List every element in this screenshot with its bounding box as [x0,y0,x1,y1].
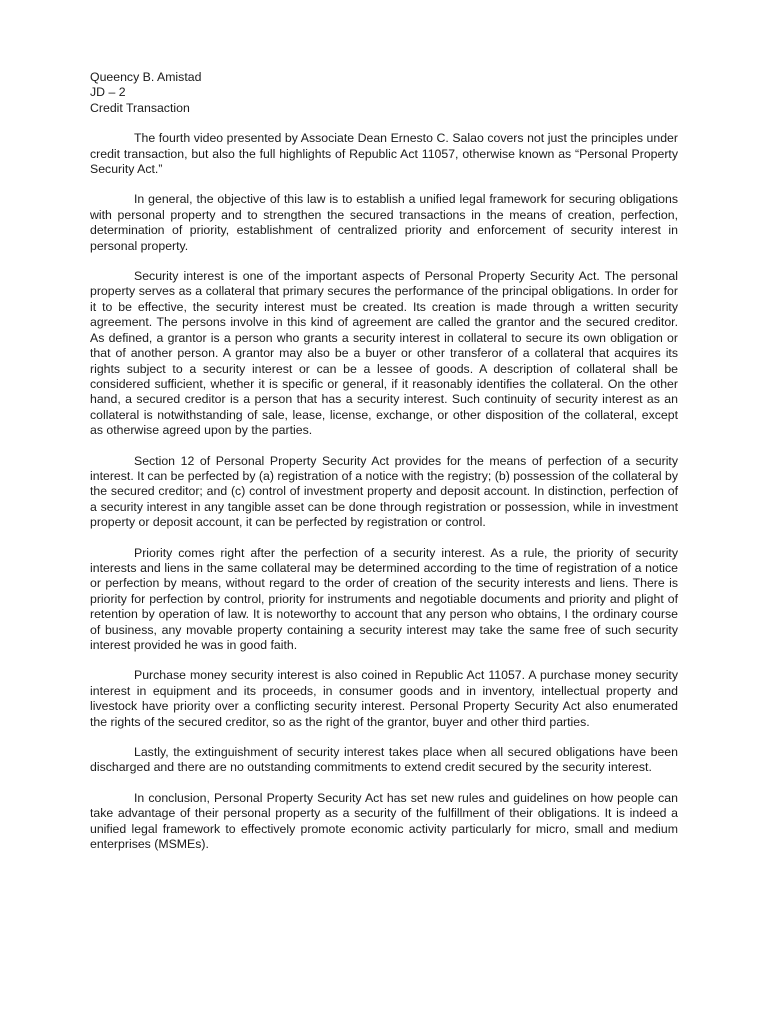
year-level: JD – 2 [90,85,126,100]
paragraph-conclusion: In conclusion, Personal Property Security Act has set new rules and guidelines on how people can take advantage of their personal property as a security of the fulfillment of their obligations. It is indeed a unified legal framework to effectively promote economic activity particularly for micro, small and medium enterprises (MSMEs). [90,790,678,852]
author-name: Queency B. Amistad [90,70,202,84]
document-page [90,70,678,867]
subject-title: Credit Transaction [90,100,190,115]
paragraph-perfection: Section 12 of Personal Property Security Act provides for the means of perfection of a security interest. It can be perfected by (a) registration of a notice with the registry; (b) possession of the collateral by the secured creditor; and (c) control of investment property and deposit account. In distinction, perfection of a security interest in any tangible asset can be done through registration or possession, while in investment property or deposit account, it can be perfected by registration or control. [90,453,678,530]
paragraph-extinguishment: Lastly, the extinguishment of security interest takes place when all secured obligations have been discharged and there are no outstanding commitments to extend credit secured by the security interest. [90,745,678,775]
paragraph-purchase-money: Purchase money security interest is also coined in Republic Act 11057. A purchase money security interest in equipment and its proceeds, in consumer goods and in inventory, intellectual property and livestock have priority over a conflicting security interest. Personal Property Security Act also enumerated the rights of the secured creditor, so as the right of the grantor, buyer and other third parties. [90,668,678,729]
paragraph-objective: In general, the objective of this law is to establish a unified legal framework for securing obligations with personal property and to strengthen the secured transactions in the means of creation, perfection, determination of priority, establishment of centralized priority and enforcement of security interest in personal property. [90,192,678,253]
paragraph-intro: The fourth video presented by Associate Dean Ernesto C. Salao covers not just the principles under credit transaction, but also the full highlights of Republic Act 11057, otherwise known as “Personal Property Security Act.” [90,131,678,177]
paragraph-security-interest: Security interest is one of the important aspects of Personal Property Security Act. The personal property serves as a collateral that primary secures the performance of the principal obligations. In order for it to be effective, the security interest must be created. Its creation is made through a written security agreement. The persons involve in this kind of agreement are called the grantor and the secured creditor. As defined, a grantor is a person who grants a security interest in collateral to secure its own obligation or that of another person. A grantor may also be a buyer or other transferor of a collateral that acquires its rights subject to a security interest or can be a lessee of goods. A description of collateral shall be considered sufficient, whether it is specific or general, if it reasonably identifies the collateral. On the other hand, a secured creditor is a person that has a security interest. Such continuity of security interest as an collateral is notwithstanding of sale, lease, license, exchange, or other disposition of the collateral, except as otherwise agreed upon by the parties. [90,269,678,438]
document-header [90,70,678,116]
paragraph-priority: Priority comes right after the perfection of a security interest. As a rule, the priority of security interests and liens in the same collateral may be determined according to the time of registration of a notice or perfection by means, without regard to the order of creation of the security interests and liens. There is priority for perfection by control, priority for instruments and negotiable documents and priority and plight of retention by operation of law. It is noteworthy to account that any person who obtains, I the ordinary course of business, any movable property containing a security interest may take the same free of such security interest provided he was in good faith. [90,545,678,652]
